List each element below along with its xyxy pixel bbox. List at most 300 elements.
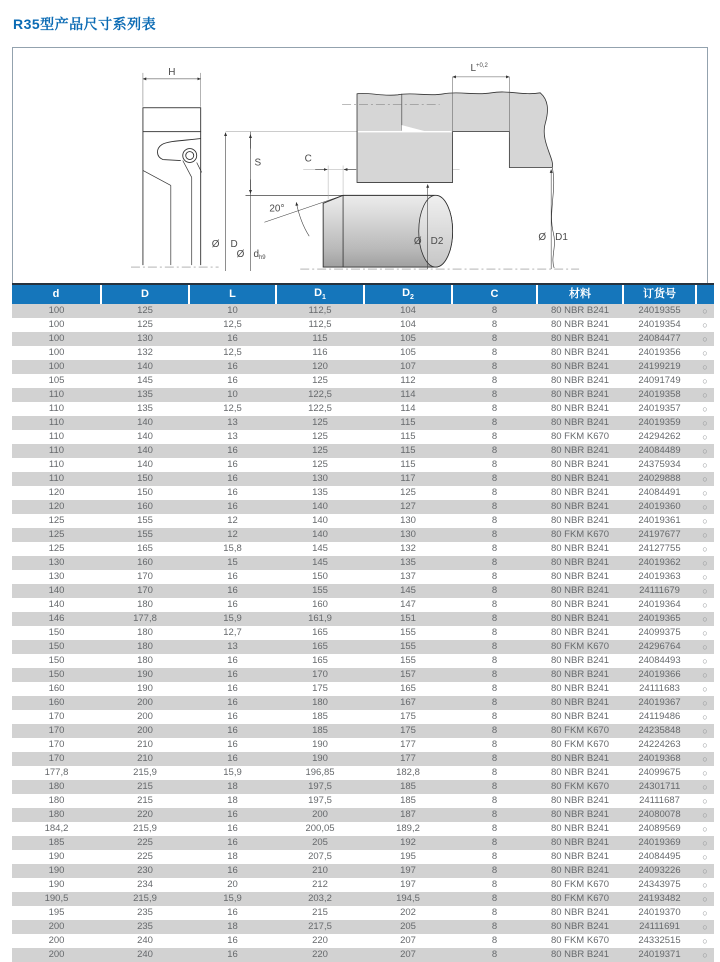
availability-marker: ○ xyxy=(702,726,708,736)
cell: 200 xyxy=(137,697,153,708)
cell: 80 NBR B241 xyxy=(550,571,610,582)
cell: 177,8 xyxy=(44,767,69,778)
cell: 220 xyxy=(312,935,328,946)
cell: 170 xyxy=(48,725,65,736)
cell: 165 xyxy=(312,641,328,652)
cell: 130 xyxy=(48,557,65,568)
cell: 18 xyxy=(227,795,238,806)
table-row xyxy=(12,682,714,696)
cell: 8 xyxy=(491,725,498,736)
cell: 24029888 xyxy=(638,473,681,484)
cell: 190 xyxy=(312,739,328,750)
cell: 16 xyxy=(227,585,238,596)
cell: 115 xyxy=(400,459,416,470)
cell: 125 xyxy=(137,319,153,330)
cell: 125 xyxy=(48,515,65,526)
cell: 207 xyxy=(400,949,416,960)
availability-marker: ○ xyxy=(702,376,708,386)
cell: 80 FKM K670 xyxy=(550,641,610,652)
cell: 196,85 xyxy=(305,767,335,778)
table-row xyxy=(12,752,714,766)
cell: 80 NBR B241 xyxy=(550,921,610,932)
cell: 120 xyxy=(48,487,65,498)
cell: 16 xyxy=(227,753,238,764)
cell: 115 xyxy=(400,417,416,428)
table-row xyxy=(12,780,714,794)
cell: 24127755 xyxy=(638,543,681,554)
availability-marker: ○ xyxy=(702,810,708,820)
cell: 80 NBR B241 xyxy=(550,865,610,876)
cell: 130 xyxy=(400,515,416,526)
cell: 80 FKM K670 xyxy=(550,529,610,540)
cell: 8 xyxy=(491,319,498,330)
cell: 18 xyxy=(227,921,238,932)
break-line xyxy=(552,167,555,268)
cell: 170 xyxy=(48,711,65,722)
cell: 194,5 xyxy=(396,893,420,904)
availability-marker: ○ xyxy=(702,418,708,428)
cell: 240 xyxy=(137,949,153,960)
cell: 125 xyxy=(400,487,416,498)
label-dia-D-prefix: Ø xyxy=(211,239,220,251)
table-row xyxy=(12,766,714,780)
cell: 112,5 xyxy=(308,305,332,316)
cell: 16 xyxy=(227,739,238,750)
column-header: $D_2$ xyxy=(364,284,452,304)
cell: 10 xyxy=(227,305,238,316)
cell: 8 xyxy=(491,431,498,442)
cell: 8 xyxy=(491,375,498,386)
page-title: R35型产品尺寸系列表 xyxy=(13,16,157,32)
cell: 240 xyxy=(137,935,153,946)
cell: 16 xyxy=(227,333,238,344)
cell: 8 xyxy=(491,837,498,848)
table-row xyxy=(12,640,714,654)
cell: 8 xyxy=(491,907,498,918)
cell: 100 xyxy=(48,333,65,344)
cell: 200 xyxy=(137,711,153,722)
cell: 80 NBR B241 xyxy=(550,585,610,596)
availability-marker: ○ xyxy=(702,474,708,484)
column-header: $D_1$ xyxy=(276,284,364,304)
cell: 180 xyxy=(48,795,65,806)
table-row xyxy=(12,696,714,710)
cell: 80 FKM K670 xyxy=(550,935,610,946)
cell: 117 xyxy=(400,473,416,484)
cell: 80 NBR B241 xyxy=(550,683,610,694)
label-S: S xyxy=(254,157,262,169)
label-dia-d: $d_{h9}$ xyxy=(253,249,266,262)
cell: 122,5 xyxy=(308,389,332,400)
availability-marker: ○ xyxy=(702,936,708,946)
availability-marker: ○ xyxy=(702,530,708,540)
cell: 80 NBR B241 xyxy=(550,459,610,470)
availability-marker: ○ xyxy=(702,306,708,316)
table-row xyxy=(12,808,714,822)
availability-marker: ○ xyxy=(702,768,708,778)
cell: 24019357 xyxy=(638,403,681,414)
cell: 205 xyxy=(312,837,328,848)
cell: 8 xyxy=(491,403,498,414)
cell: 210 xyxy=(137,739,153,750)
cell: 8 xyxy=(491,753,498,764)
cell: 180 xyxy=(48,809,65,820)
cell: 8 xyxy=(491,445,498,456)
cell: 110 xyxy=(48,403,65,414)
cell: 215 xyxy=(137,781,153,792)
column-header: d xyxy=(12,284,101,304)
availability-marker: ○ xyxy=(702,320,708,330)
cell: 8 xyxy=(491,795,498,806)
cell: 8 xyxy=(491,669,498,680)
rod xyxy=(300,195,579,269)
table-row xyxy=(12,486,714,500)
cell: 80 NBR B241 xyxy=(550,613,610,624)
cell: 8 xyxy=(491,599,498,610)
cell: 24111691 xyxy=(639,921,680,932)
cell: 15,9 xyxy=(223,893,242,904)
cell: 80 NBR B241 xyxy=(550,599,610,610)
cell: 24099675 xyxy=(638,767,681,778)
cell: 140 xyxy=(137,417,153,428)
cell: 80 NBR B241 xyxy=(550,837,610,848)
cell: 184,2 xyxy=(44,823,69,834)
cell: 125 xyxy=(312,445,328,456)
cell: 132 xyxy=(137,347,153,358)
table-row xyxy=(12,388,714,402)
cell: 155 xyxy=(137,529,153,540)
cell: 16 xyxy=(227,361,238,372)
cell: 195 xyxy=(400,851,416,862)
availability-marker: ○ xyxy=(702,544,708,554)
cell: 114 xyxy=(400,389,416,400)
cell: 195 xyxy=(48,907,65,918)
table-row xyxy=(12,458,714,472)
cell: 8 xyxy=(491,459,498,470)
cell: 207 xyxy=(400,935,416,946)
cell: 24019371 xyxy=(638,949,681,960)
rod-end-face xyxy=(419,195,453,267)
cell: 137 xyxy=(400,571,416,582)
availability-marker: ○ xyxy=(702,432,708,442)
table-row xyxy=(12,822,714,836)
cell: 8 xyxy=(491,333,498,344)
cell: 147 xyxy=(400,599,416,610)
cell: 180 xyxy=(48,781,65,792)
cell: 135 xyxy=(400,557,416,568)
cell: 127 xyxy=(400,501,416,512)
column-header: 订货号 xyxy=(623,284,696,304)
cell: 80 NBR B241 xyxy=(550,669,610,680)
cell: 8 xyxy=(491,515,498,526)
cell: 112 xyxy=(400,375,416,386)
cell: 122,5 xyxy=(308,403,332,414)
availability-marker: ○ xyxy=(702,572,708,582)
cell: 80 NBR B241 xyxy=(550,487,610,498)
cell: 135 xyxy=(137,403,153,414)
cell: 140 xyxy=(137,361,153,372)
cell: 24084489 xyxy=(638,445,681,456)
cell: 16 xyxy=(227,459,238,470)
cell: 100 xyxy=(48,361,65,372)
cell: 16 xyxy=(227,669,238,680)
cell: 15,9 xyxy=(223,613,242,624)
cell: 145 xyxy=(312,543,328,554)
availability-marker: ○ xyxy=(702,754,708,764)
cell: 16 xyxy=(227,473,238,484)
cell: 130 xyxy=(48,571,65,582)
cell: 16 xyxy=(227,571,238,582)
cell: 24301711 xyxy=(638,781,681,792)
table-header xyxy=(12,284,714,304)
cell: 220 xyxy=(137,809,153,820)
cell: 167 xyxy=(400,697,416,708)
cell: 80 NBR B241 xyxy=(550,347,610,358)
availability-marker: ○ xyxy=(702,348,708,358)
cell: 135 xyxy=(137,389,153,400)
cell: 12 xyxy=(227,515,238,526)
label-dia-D1: D1 xyxy=(555,232,568,244)
cell: 150 xyxy=(137,487,153,498)
cell: 8 xyxy=(491,879,498,890)
table-row xyxy=(12,612,714,626)
cell: 100 xyxy=(48,305,65,316)
cell: 8 xyxy=(491,389,498,400)
cell: 155 xyxy=(400,627,416,638)
label-dia-D1-prefix: Ø xyxy=(538,232,547,244)
cell: 24019359 xyxy=(638,417,681,428)
cell: 80 NBR B241 xyxy=(550,907,610,918)
cell: 140 xyxy=(48,585,65,596)
availability-marker: ○ xyxy=(702,586,708,596)
availability-marker: ○ xyxy=(702,712,708,722)
availability-marker: ○ xyxy=(702,488,708,498)
cell: 16 xyxy=(227,907,238,918)
cell: 8 xyxy=(491,361,498,372)
table-row xyxy=(12,598,714,612)
cell: 161,9 xyxy=(308,613,332,624)
cell: 80 NBR B241 xyxy=(550,361,610,372)
cell: 24019366 xyxy=(638,669,681,680)
cell: 155 xyxy=(312,585,328,596)
cell: 16 xyxy=(227,697,238,708)
cell: 105 xyxy=(400,333,416,344)
cell: 200 xyxy=(137,725,153,736)
cell: 170 xyxy=(137,571,153,582)
cell: 80 NBR B241 xyxy=(550,697,610,708)
cell: 12 xyxy=(227,529,238,540)
availability-marker: ○ xyxy=(702,950,708,960)
cell: 187 xyxy=(400,809,416,820)
availability-marker: ○ xyxy=(702,684,708,694)
cell: 145 xyxy=(400,585,416,596)
table-row xyxy=(12,794,714,808)
cell: 180 xyxy=(137,641,153,652)
cell: 8 xyxy=(491,921,498,932)
table-row xyxy=(12,528,714,542)
availability-marker: ○ xyxy=(702,698,708,708)
cell: 24199219 xyxy=(638,361,681,372)
cell: 24093226 xyxy=(638,865,681,876)
availability-marker: ○ xyxy=(702,740,708,750)
cell: 170 xyxy=(48,739,65,750)
availability-marker: ○ xyxy=(702,642,708,652)
table-row xyxy=(12,668,714,682)
cell: 200,05 xyxy=(305,823,335,834)
cell: 125 xyxy=(48,543,65,554)
header-row xyxy=(12,284,714,304)
cell: 234 xyxy=(137,879,153,890)
cell: 80 NBR B241 xyxy=(550,655,610,666)
column-header: C xyxy=(452,284,537,304)
availability-marker: ○ xyxy=(702,838,708,848)
cell: 125 xyxy=(312,431,328,442)
cell: 80 NBR B241 xyxy=(550,403,610,414)
cell: 80 NBR B241 xyxy=(550,473,610,484)
cell: 145 xyxy=(137,375,153,386)
column-header xyxy=(696,284,714,304)
cell: 80 NBR B241 xyxy=(550,445,610,456)
table-row xyxy=(12,360,714,374)
cell: 16 xyxy=(227,949,238,960)
cell: 125 xyxy=(312,417,328,428)
cell: 80 NBR B241 xyxy=(550,543,610,554)
cell: 150 xyxy=(48,669,65,680)
cell: 112,5 xyxy=(308,319,332,330)
cell: 115 xyxy=(312,333,328,344)
table-row xyxy=(12,710,714,724)
cell: 24080078 xyxy=(638,809,681,820)
cell: 8 xyxy=(491,655,498,666)
cell: 190 xyxy=(137,669,153,680)
cell: 24019362 xyxy=(638,557,681,568)
cell: 180 xyxy=(312,697,328,708)
cell: 177 xyxy=(400,739,416,750)
cell: 140 xyxy=(137,431,153,442)
table-row xyxy=(12,878,714,892)
cell: 110 xyxy=(48,459,65,470)
availability-marker: ○ xyxy=(702,558,708,568)
table-body xyxy=(12,304,714,962)
cell: 80 NBR B241 xyxy=(550,809,610,820)
cell: 125 xyxy=(48,529,65,540)
cell: 24019361 xyxy=(638,515,681,526)
cell: 202 xyxy=(400,907,416,918)
table-row xyxy=(12,542,714,556)
cell: 24235848 xyxy=(638,725,681,736)
cell: 125 xyxy=(312,375,328,386)
cell: 12,7 xyxy=(223,627,242,638)
cell: 80 FKM K670 xyxy=(550,725,610,736)
cell: 24193482 xyxy=(638,893,681,904)
availability-marker: ○ xyxy=(702,516,708,526)
availability-marker: ○ xyxy=(702,670,708,680)
cell: 185 xyxy=(312,725,328,736)
cell: 80 NBR B241 xyxy=(550,767,610,778)
cell: 24375934 xyxy=(638,459,681,470)
cell: 180 xyxy=(137,599,153,610)
cell: 185 xyxy=(400,795,416,806)
availability-marker: ○ xyxy=(702,502,708,512)
cell: 225 xyxy=(137,851,153,862)
cell: 8 xyxy=(491,823,498,834)
cell: 8 xyxy=(491,641,498,652)
label-dia-D2: D2 xyxy=(430,236,444,248)
cell: 8 xyxy=(491,627,498,638)
cell: 24197677 xyxy=(638,529,681,540)
cell: 16 xyxy=(227,655,238,666)
cell: 24019358 xyxy=(638,389,681,400)
cell: 100 xyxy=(48,347,65,358)
cell: 80 NBR B241 xyxy=(550,501,610,512)
cell: 190 xyxy=(312,753,328,764)
cell: 80 NBR B241 xyxy=(550,333,610,344)
cell: 185 xyxy=(48,837,65,848)
availability-marker: ○ xyxy=(702,852,708,862)
availability-marker: ○ xyxy=(702,460,708,470)
cell: 24091749 xyxy=(638,375,681,386)
availability-marker: ○ xyxy=(702,908,708,918)
cell: 217,5 xyxy=(308,921,332,932)
cell: 24019363 xyxy=(638,571,681,582)
table-row xyxy=(12,332,714,346)
table-row xyxy=(12,444,714,458)
cell: 150 xyxy=(137,473,153,484)
cell: 157 xyxy=(400,669,416,680)
cell: 80 NBR B241 xyxy=(550,851,610,862)
cell: 125 xyxy=(137,305,153,316)
cell: 215 xyxy=(312,907,328,918)
cell: 8 xyxy=(491,487,498,498)
cell: 24296764 xyxy=(638,641,681,652)
cell: 185 xyxy=(312,711,328,722)
cell: 145 xyxy=(312,557,328,568)
cell: 24089569 xyxy=(638,823,681,834)
table-row xyxy=(12,318,714,332)
cell: 80 NBR B241 xyxy=(550,949,610,960)
cell: 24224263 xyxy=(638,739,681,750)
table-row xyxy=(12,500,714,514)
label-dia-d-prefix: Ø xyxy=(236,249,245,261)
cell: 8 xyxy=(491,893,498,904)
cell: 110 xyxy=(48,431,65,442)
cell: 132 xyxy=(400,543,416,554)
cell: 8 xyxy=(491,557,498,568)
label-dia-D: D xyxy=(230,239,238,251)
cell: 12,5 xyxy=(223,319,242,330)
cell: 210 xyxy=(137,753,153,764)
cell: 8 xyxy=(491,935,498,946)
label-angle: 20° xyxy=(269,203,285,215)
cell: 24332515 xyxy=(638,935,681,946)
availability-marker: ○ xyxy=(702,922,708,932)
cell: 140 xyxy=(312,529,328,540)
column-header: D xyxy=(101,284,189,304)
table-row xyxy=(12,304,714,318)
cell: 8 xyxy=(491,767,498,778)
cell: 24084491 xyxy=(638,487,681,498)
cell: 24019367 xyxy=(638,697,681,708)
technical-drawing-panel xyxy=(12,47,708,283)
cell: 200 xyxy=(48,921,65,932)
cell: 116 xyxy=(312,347,328,358)
cell: 110 xyxy=(48,417,65,428)
cell: 16 xyxy=(227,837,238,848)
cell: 15,9 xyxy=(223,767,242,778)
cell: 8 xyxy=(491,529,498,540)
availability-marker: ○ xyxy=(702,824,708,834)
cell: 205 xyxy=(400,921,416,932)
